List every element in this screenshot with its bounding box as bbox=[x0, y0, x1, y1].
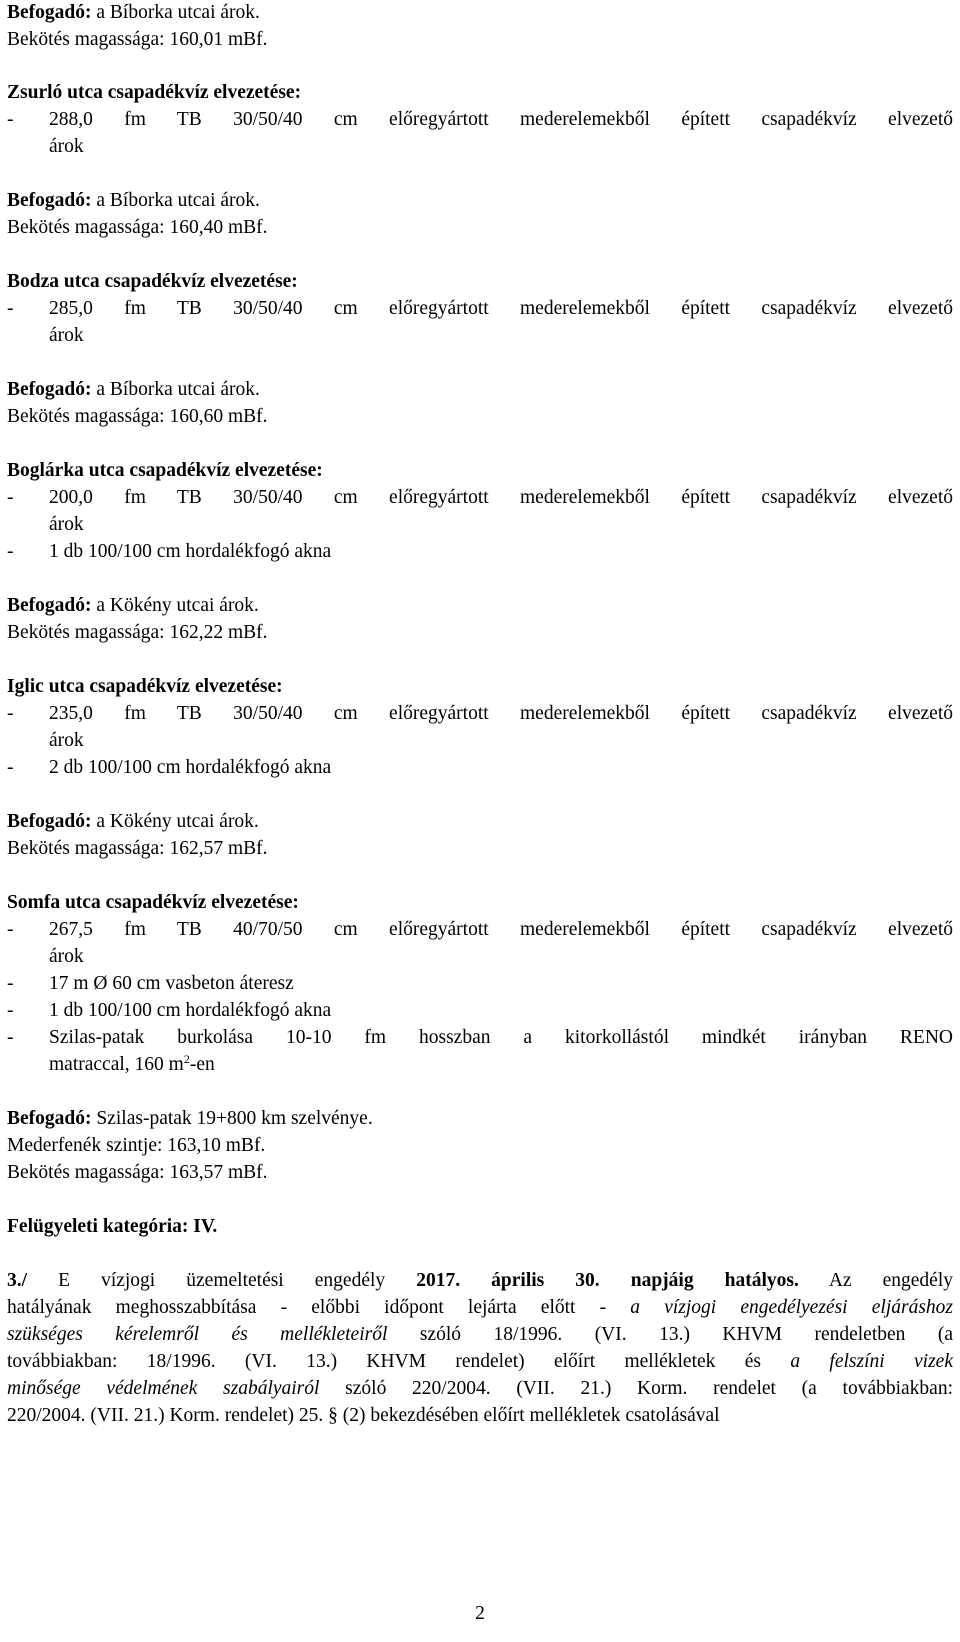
befogado-line: Befogadó: a Kökény utcai árok. bbox=[7, 595, 259, 616]
befogado-line: Befogadó: a Kökény utcai árok. bbox=[7, 811, 259, 832]
bekotes-line: Bekötés magassága: 160,40 mBf. bbox=[7, 217, 268, 238]
felugyeleti-kategoria: Felügyeleti kategória: IV. bbox=[7, 1216, 218, 1237]
section-heading-bodza: Bodza utca csapadékvíz elvezetése: bbox=[7, 271, 298, 292]
section-heading-somfa: Somfa utca csapadékvíz elvezetése: bbox=[7, 892, 299, 913]
befogado-line: Befogadó: a Bíborka utcai árok. bbox=[7, 379, 260, 400]
superscript: 2 bbox=[183, 1052, 190, 1066]
befogado-value: a Bíborka utcai árok. bbox=[91, 2, 260, 23]
bullet-continuation: matraccal, 160 $m^2-en$ bbox=[49, 1052, 215, 1075]
paragraph-line-4: továbbiakban: 18/1996. (VI. 13.) KHVM rendelet) előírt mellékletek és a felszíni vizek bbox=[7, 1351, 953, 1372]
paragraph-line-5: minősége védelmének szabályairól szóló 220/2004. (VII. 21.) Korm. rendelet (a továbbiakban: bbox=[7, 1378, 953, 1399]
section-heading-boglarka: Boglárka utca csapadékvíz elvezetése: bbox=[7, 460, 323, 481]
befogado-line bbox=[7, 2, 260, 24]
paragraph-line-2: hatályának meghosszabbítása - előbbi időpont lejárta előtt - a vízjogi engedélyezési eljáráshoz bbox=[7, 1297, 954, 1318]
mederfenek-line: Mederfenék szintje: 163,10 mBf. bbox=[7, 1135, 266, 1156]
bullet-continuation: árok bbox=[49, 136, 84, 157]
bullet-continuation: árok bbox=[49, 730, 84, 751]
paragraph-line-6: 220/2004. (VII. 21.) Korm. rendelet) 25. § (2) bekezdésében előírt mellékletek csatolásával bbox=[7, 1405, 720, 1426]
page-number: 2 bbox=[475, 1603, 485, 1624]
paragraph-line-1: 3./ E vízjogi üzemeltetési engedély 2017. április 30. napjáig hatályos. Az engedély bbox=[7, 1270, 953, 1291]
bekotes-line: Bekötés magassága: 160,01 mBf. bbox=[7, 29, 268, 50]
bekotes-line: Bekötés magassága: 162,57 mBf. bbox=[7, 838, 268, 859]
bullet-continuation: árok bbox=[49, 514, 84, 535]
bekotes-line: Bekötés magassága: 163,57 mBf. bbox=[7, 1162, 268, 1183]
bullet-continuation: árok bbox=[49, 325, 84, 346]
bekotes-line: Bekötés magassága: 160,60 mBf. bbox=[7, 406, 268, 427]
section-heading-iglic: Iglic utca csapadékvíz elvezetése: bbox=[7, 676, 283, 697]
paragraph-line-3: szükséges kérelemről és mellékleteiről szóló 18/1996. (VI. 13.) KHVM rendeletben (a bbox=[7, 1324, 953, 1345]
befogado-label: Befogadó: bbox=[7, 2, 92, 23]
befogado-line: Befogadó: Szilas-patak 19+800 km szelvénye. bbox=[7, 1108, 373, 1129]
bekotes-line: Bekötés magassága: 162,22 mBf. bbox=[7, 622, 268, 643]
bullet-continuation: árok bbox=[49, 946, 84, 967]
befogado-line: Befogadó: a Bíborka utcai árok. bbox=[7, 190, 260, 211]
section-heading-zsurlo: Zsurló utca csapadékvíz elvezetése: bbox=[7, 82, 302, 103]
